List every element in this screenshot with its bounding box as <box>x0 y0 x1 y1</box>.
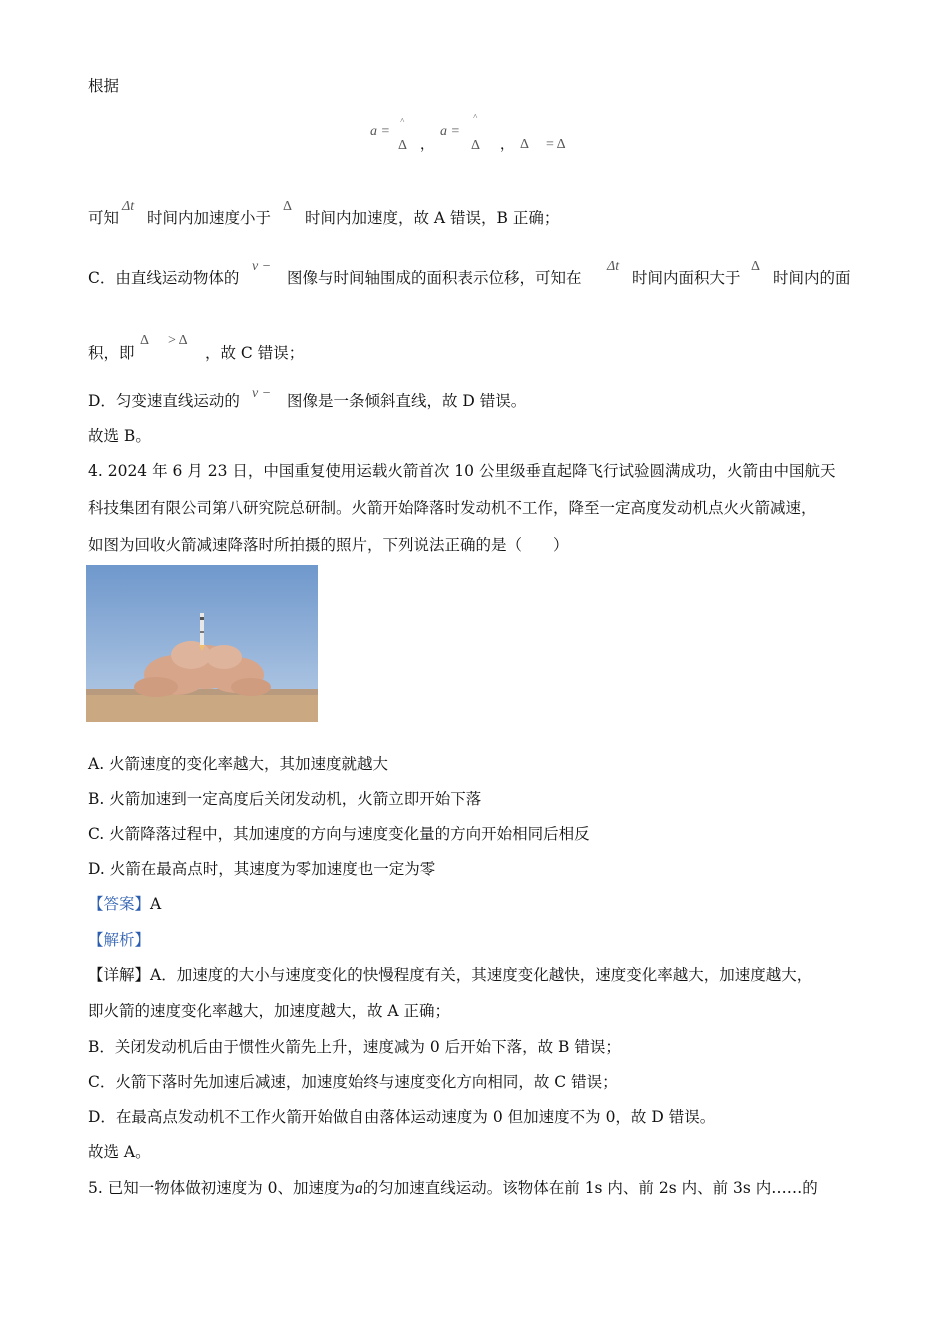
math-delta: Δ <box>283 199 293 214</box>
math-a: a <box>355 1180 363 1197</box>
answer-value: A <box>150 895 162 913</box>
detail-line2: 即火箭的速度变化率越大，加速度越大，故 A 正确； <box>88 1002 451 1020</box>
formula-t3: Δ <box>520 137 530 152</box>
q5-stem <box>88 1178 818 1199</box>
detail-c: C．火箭下落时先加速后减速，加速度始终与速度变化方向相同，故 C 错误； <box>88 1073 618 1091</box>
math-dt: Δt <box>122 199 135 214</box>
q4-option-b: B. 火箭加速到一定高度后关闭发动机，火箭立即开始下落 <box>88 790 482 808</box>
answer-tag: 【答案】 <box>88 895 151 913</box>
text: 时间内加速度，故 A 错误，B 正确； <box>305 209 560 227</box>
basis-text: 根据 <box>88 77 120 95</box>
text: 时间内加速度小于 <box>147 209 272 227</box>
detail-d: D．在最高点发动机不工作火箭开始做自由落体运动速度为 0 但加速度不为 0，故 D 错误。 <box>88 1108 716 1126</box>
q4-option-a: A. 火箭速度的变化率越大，其加速度就越大 <box>88 755 389 773</box>
text: 5. 已知一物体做初速度为 0、加速度为 <box>88 1179 356 1197</box>
text: 可知 <box>88 209 120 227</box>
math-gt: > Δ <box>168 333 188 348</box>
text: D．匀变速直线运动的 <box>88 392 240 410</box>
math-dt: Δt <box>607 259 620 274</box>
formula-a1: a = <box>370 124 390 139</box>
text: 时间内的面 <box>773 269 851 287</box>
formula-t1: Δ <box>398 138 408 153</box>
q4-stem-line2: 科技集团有限公司第八研究院总研制。火箭开始降落时发动机不工作，降至一定高度发动机点火火箭减速， <box>88 499 817 517</box>
formula-dot1: ˄ <box>400 116 405 125</box>
analysis-tag: 【解析】 <box>88 931 151 949</box>
detail-b: B．关闭发动机后由于惯性火箭先上升，速度减为 0 后开始下落，故 B 错误； <box>88 1038 621 1056</box>
math-v: v − <box>252 386 272 401</box>
text: C．由直线运动物体的 <box>88 269 240 287</box>
text: 图像与时间轴围成的面积表示位移，可知在 <box>287 269 582 287</box>
rocket-landing-photo <box>86 565 318 722</box>
text: 积，即 <box>88 344 135 362</box>
formula-c2: ， <box>500 138 514 153</box>
math-delta: Δ <box>751 259 761 274</box>
text: ，故 C 错误； <box>205 344 305 362</box>
formula-a2: a = <box>440 124 460 139</box>
detail-line1: 【详解】A．加速度的大小与速度变化的快慢程度有关，其速度变化越快，速度变化率越大，加速度越大， <box>88 966 813 984</box>
answer-line <box>88 894 161 914</box>
formula-t2: Δ <box>471 138 481 153</box>
q4-stem-line3: 如图为回收火箭减速降落时所拍摄的照片，下列说法正确的是（ ） <box>88 536 569 554</box>
math-delta: Δ <box>140 333 150 348</box>
formula-eq: = Δ <box>546 137 566 152</box>
q4-option-d: D. 火箭在最高点时，其速度为零加速度也一定为零 <box>88 860 436 878</box>
text: 时间内面积大于 <box>632 269 741 287</box>
text: 的匀加速直线运动。该物体在前 1s 内、前 2s 内、前 3s 内……的 <box>362 1179 818 1197</box>
choose-a: 故选 A。 <box>88 1143 151 1161</box>
choose-b: 故选 B。 <box>88 427 151 445</box>
formula-c1: ， <box>420 138 434 153</box>
q4-option-c: C. 火箭降落过程中，其加速度的方向与速度变化量的方向开始相同后相反 <box>88 825 590 843</box>
math-v: v − <box>252 259 272 274</box>
q4-stem-line1: 4. 2024 年 6 月 23 日，中国重复使用运载火箭首次 10 公里级垂直起降飞行试验圆满成功，火箭由中国航天 <box>88 462 836 480</box>
formula-dot2: ˄ <box>473 112 478 121</box>
text: 图像是一条倾斜直线，故 D 错误。 <box>287 392 527 410</box>
